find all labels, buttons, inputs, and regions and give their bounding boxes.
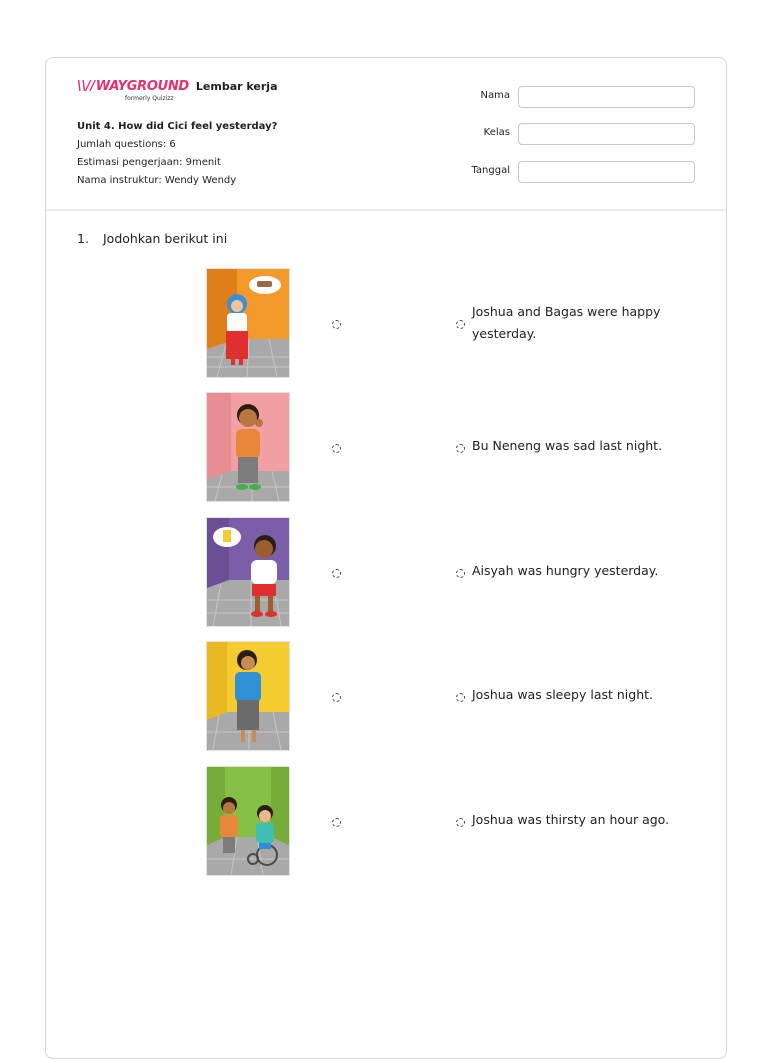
match-dot-left[interactable] bbox=[332, 569, 341, 578]
question-count: Jumlah questions: 6 bbox=[77, 139, 176, 150]
match-dot-right[interactable] bbox=[456, 444, 465, 453]
class-label: Kelas bbox=[483, 127, 510, 138]
class-input[interactable] bbox=[518, 123, 695, 145]
name-label: Nama bbox=[480, 90, 510, 101]
match-row bbox=[46, 766, 726, 876]
girl-hijab-hungry-icon bbox=[206, 268, 290, 378]
brand-name: WAYGROUND bbox=[95, 79, 189, 94]
name-field bbox=[446, 86, 694, 107]
match-dot-right[interactable] bbox=[456, 569, 465, 578]
answer-option: Joshua and Bagas were happy yesterday. bbox=[472, 304, 661, 341]
match-dot-right[interactable] bbox=[456, 320, 465, 329]
date-field bbox=[446, 161, 694, 182]
unit-title: Unit 4. How did Cici feel yesterday? bbox=[77, 121, 278, 132]
answer-option: Aisyah was hungry yesterday. bbox=[472, 563, 659, 578]
date-input[interactable] bbox=[518, 161, 695, 183]
boy-sleepy-icon bbox=[206, 392, 290, 502]
brand-logo bbox=[77, 79, 278, 102]
question-number: 1. bbox=[77, 231, 89, 246]
match-dot-left[interactable] bbox=[332, 818, 341, 827]
instructor-name: Nama instruktur: Wendy Wendy bbox=[77, 175, 237, 186]
match-row bbox=[46, 268, 726, 378]
match-dot-right[interactable] bbox=[456, 818, 465, 827]
brand-wordmark bbox=[77, 80, 189, 94]
name-input[interactable] bbox=[518, 86, 695, 108]
match-dot-left[interactable] bbox=[332, 693, 341, 702]
match-dot-left[interactable] bbox=[332, 320, 341, 329]
match-row bbox=[46, 392, 726, 502]
match-row bbox=[46, 517, 726, 627]
answer-option: Joshua was sleepy last night. bbox=[472, 687, 654, 702]
brand-bars-icon: \\// bbox=[77, 79, 95, 94]
question-heading bbox=[77, 231, 227, 246]
estimated-time: Estimasi pengerjaan: 9menit bbox=[77, 157, 221, 168]
answer-option: Bu Neneng was sad last night. bbox=[472, 438, 663, 453]
worksheet-header bbox=[46, 58, 726, 211]
brand-subtitle: formerly Quizizz bbox=[125, 95, 174, 102]
class-field bbox=[446, 123, 694, 144]
boy-thirsty-icon bbox=[206, 517, 290, 627]
date-label: Tanggal bbox=[471, 165, 510, 176]
sheet-type: Lembar kerja bbox=[195, 80, 278, 93]
worksheet-meta bbox=[77, 118, 277, 190]
match-dot-left[interactable] bbox=[332, 444, 341, 453]
two-boys-happy-icon bbox=[206, 766, 290, 876]
answer-option: Joshua was thirsty an hour ago. bbox=[472, 812, 670, 827]
worksheet bbox=[45, 57, 727, 1059]
match-row bbox=[46, 641, 726, 751]
question-prompt: Jodohkan berikut ini bbox=[103, 231, 228, 246]
woman-sad-icon bbox=[206, 641, 290, 751]
match-dot-right[interactable] bbox=[456, 693, 465, 702]
